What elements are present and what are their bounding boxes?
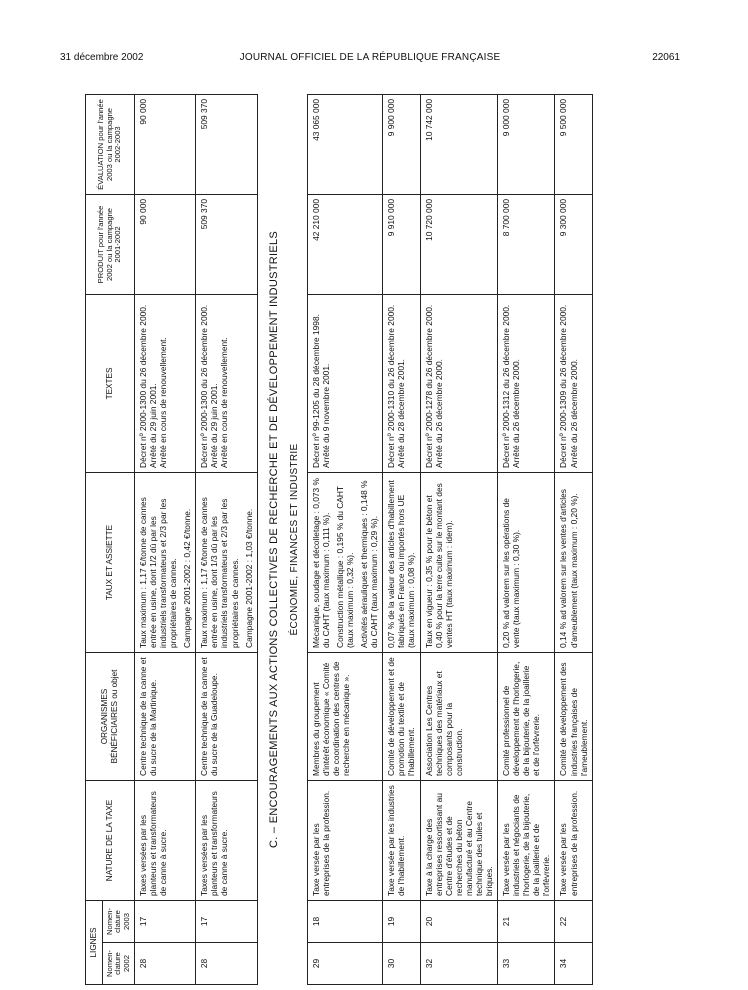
table-body-bottom xyxy=(307,94,592,984)
cell-textes xyxy=(196,294,257,472)
textes-line: Décret nº 2000-1278 du 26 décembre 2000. xyxy=(423,304,434,468)
tax-table xyxy=(85,94,593,985)
section-title: C. – ENCOURAGEMENTS AUX ACTIONS COLLECTIVES DE RECHERCHE ET DE DÉVELOPPEMENT INDUSTRIELS xyxy=(267,230,280,849)
taux-paragraph: Activités aérauliques et thermiques : 0,148 % du CAHT (taux maximum : 0,29 %). xyxy=(359,480,380,648)
taux-paragraph: 0,20 % ad valorem sur les opérations de vente (taux maximum : 0,30 %). xyxy=(501,498,522,648)
table-row xyxy=(555,94,592,984)
cell-nomenclature-2002: 28 xyxy=(134,943,195,985)
textes-line: Arrêté du 28 décembre 2001. xyxy=(396,359,407,468)
cell-nomenclature-2003: 22 xyxy=(555,900,592,942)
cell-textes xyxy=(134,294,195,472)
table-row xyxy=(420,94,498,984)
cell-organismes: Membres du groupement d'intérêt économique « Comité de coordination des centres de recherche en mécanique ». xyxy=(307,652,382,780)
cell-taux xyxy=(420,472,498,652)
header-row-1 xyxy=(86,94,103,984)
taux-paragraph: Taux en vigueur : 0,35 % pour le béton et 0,40 % pour la terre cuite sur le montant des ventes HT (taux maximum : idem). xyxy=(423,483,454,648)
cell-nomenclature-2002: 33 xyxy=(498,943,555,985)
cell-produit: 10 720 000 xyxy=(420,194,498,294)
cell-evaluation: 10 742 000 xyxy=(420,94,498,194)
taux-paragraph: Campagne 2001-2002 : 1,03 €/tonne. xyxy=(243,508,254,648)
header-page-number: 22061 xyxy=(652,52,680,63)
cell-taux xyxy=(555,472,592,652)
taux-paragraph: Mécanique, soudage et décolletage : 0,073 % du CAHT (taux maximum : 0,111 %). xyxy=(310,478,331,648)
textes-line: Arrêté du 29 juin 2001. xyxy=(147,383,158,468)
table-row xyxy=(134,94,195,984)
textes-line: Arrêté du 29 juin 2001. xyxy=(209,383,220,468)
header-journal-title: JOURNAL OFFICIEL DE LA RÉPUBLIQUE FRANÇAISE xyxy=(239,52,501,63)
cell-organismes: Centre technique de la canne et du sucre de la Guadeloupe. xyxy=(196,652,257,780)
cell-nomenclature-2003: 17 xyxy=(196,900,257,942)
section-heading-body xyxy=(257,94,307,984)
running-header xyxy=(60,52,680,68)
cell-organismes: Comité professionnel de développement de l'horlogerie, de la bijouterie, de la joaillerie et de l'orfèvrerie. xyxy=(498,652,555,780)
header-taux: TAUX ET ASSIETTE xyxy=(86,472,135,652)
header-nomenclature-2002: Nomen-clature 2002 xyxy=(102,943,134,985)
cell-nature: Taxe versée par les industriels et négociants de l'horlogerie, de la bijouterie, de la joaillerie et de l'orfèvrerie. xyxy=(498,780,555,900)
textes-line: Arrêté du 26 décembre 2000. xyxy=(433,359,444,468)
cell-taux xyxy=(383,472,420,652)
cell-nomenclature-2002: 32 xyxy=(420,943,498,985)
textes-line: Arrêté en cours de renouvellement. xyxy=(158,337,169,468)
cell-organismes: Comité de développement des industries françaises de l'ameublement. xyxy=(555,652,592,780)
cell-evaluation: 43 065 000 xyxy=(307,94,382,194)
taux-paragraph: Construction métallique : 0,195 % du CAHT (taux maximum : 0,32 %). xyxy=(335,486,356,648)
cell-nomenclature-2003: 17 xyxy=(134,900,195,942)
rotated-page-content xyxy=(85,95,675,985)
cell-nature: Taxes versées par les planteurs et transformateurs de canne à sucre. xyxy=(196,780,257,900)
textes-line: Arrêté en cours de renouvellement. xyxy=(219,337,230,468)
cell-nature: Taxe versée par les industries de l'habillement. xyxy=(383,780,420,900)
table-row xyxy=(383,94,420,984)
cell-nomenclature-2002: 29 xyxy=(307,943,382,985)
cell-produit: 9 910 000 xyxy=(383,194,420,294)
cell-taux xyxy=(196,472,257,652)
cell-nomenclature-2002: 34 xyxy=(555,943,592,985)
cell-produit: 42 210 000 xyxy=(307,194,382,294)
cell-organismes: Association Les Centres techniques des matériaux et composants pour la construction. xyxy=(420,652,498,780)
cell-nature: Taxes versées par les planteurs et transformateurs de canne à sucre. xyxy=(134,780,195,900)
cell-produit: 509 370 xyxy=(196,194,257,294)
cell-nomenclature-2003: 18 xyxy=(307,900,382,942)
textes-line: Décret nº 2000-1309 du 26 décembre 2000. xyxy=(558,304,569,468)
textes-line: Arrêté du 9 novembre 2001. xyxy=(320,363,331,468)
taux-paragraph: 0,07 % de la valeur des articles d'habillement fabriqués en France ou importés hors UE (taux maximum : 0,08 %). xyxy=(386,480,417,648)
textes-line: Décret nº 2000-1310 du 26 décembre 2000. xyxy=(386,304,397,468)
cell-produit: 90 000 xyxy=(134,194,195,294)
textes-line: Arrêté du 26 décembre 2000. xyxy=(568,359,579,468)
header-nature: NATURE DE LA TAXE xyxy=(86,780,135,900)
cell-nature: Taxe à la charge des entreprises ressortissant au Centre d'études et de recherches du béton manufacturé et au Centre technique des tuiles et briques. xyxy=(420,780,498,900)
taux-paragraph: Taux maximum : 1,17 €/tonne de cannes entrée en usine, dont 1/2 dû par les industriels transformateurs et 2/3 par les propriétaires de cannes. xyxy=(137,497,179,648)
table-row xyxy=(498,94,555,984)
table-row xyxy=(307,94,382,984)
cell-textes xyxy=(420,294,498,472)
cell-taux xyxy=(134,472,195,652)
cell-produit: 8 700 000 xyxy=(498,194,555,294)
cell-organismes: Comité de développement et de promotion du textile et de l'habillement. xyxy=(383,652,420,780)
cell-taux xyxy=(307,472,382,652)
cell-textes xyxy=(383,294,420,472)
taux-paragraph: Campagne 2001-2002 : 0,42 €/tonne. xyxy=(182,508,193,648)
cell-produit: 9 300 000 xyxy=(555,194,592,294)
taux-paragraph: Taux maximum : 1,17 €/tonne de cannes entrée en usine, dont 1/3 dû par les industriels transformateurs et 2/3 par les propriétaires de cannes. xyxy=(199,497,240,648)
cell-nature: Taxe versée par les entreprises de la profession. xyxy=(307,780,382,900)
header-evaluation: ÉVALUATION pour l'année 2003 ou la campagne 2002-2003 xyxy=(86,94,135,194)
header-nomenclature-2003: Nomen-clature 2003 xyxy=(102,900,134,942)
cell-nomenclature-2002: 30 xyxy=(383,943,420,985)
cell-nomenclature-2003: 21 xyxy=(498,900,555,942)
textes-line: Décret nº 2000-1300 du 26 décembre 2000. xyxy=(137,304,148,468)
table-body-top xyxy=(134,94,257,984)
cell-nature: Taxe versée par les entreprises de la profession. xyxy=(555,780,592,900)
header-organismes: ORGANISMES BÉNÉFICIAIRES ou objet xyxy=(86,652,135,780)
header-date: 31 décembre 2002 xyxy=(60,52,144,63)
textes-line: Décret nº 2000-1312 du 26 décembre 2000. xyxy=(501,304,512,468)
header-lignes: LIGNES xyxy=(86,900,103,984)
cell-textes xyxy=(498,294,555,472)
textes-line: Décret nº 99-1205 du 28 décembre 1998. xyxy=(310,314,321,468)
textes-line: Arrêté du 26 décembre 2000. xyxy=(511,359,522,468)
taux-paragraph: 0,14 % ad valorem sur les ventes d'articles d'ameublement (taux maximum : 0,20 %). xyxy=(558,489,579,648)
cell-evaluation: 9 900 000 xyxy=(383,94,420,194)
cell-evaluation: 509 370 xyxy=(196,94,257,194)
cell-textes xyxy=(555,294,592,472)
cell-nomenclature-2003: 19 xyxy=(383,900,420,942)
section-heading-cell xyxy=(257,94,307,984)
header-produit: PRODUIT pour l'année 2002 ou la campagne 2001-2002 xyxy=(86,194,135,294)
cell-taux xyxy=(498,472,555,652)
cell-nomenclature-2003: 20 xyxy=(420,900,498,942)
cell-nomenclature-2002: 28 xyxy=(196,943,257,985)
section-subtitle: ÉCONOMIE, FINANCES ET INDUSTRIE xyxy=(288,443,300,636)
textes-line: Décret nº 2000-1300 du 26 décembre 2000. xyxy=(199,304,210,468)
section-heading-row xyxy=(257,94,307,984)
cell-evaluation: 9 000 000 xyxy=(498,94,555,194)
cell-evaluation: 9 500 000 xyxy=(555,94,592,194)
cell-organismes: Centre technique de la canne et du sucre de la Martinique. xyxy=(134,652,195,780)
table-row xyxy=(196,94,257,984)
cell-textes xyxy=(307,294,382,472)
cell-evaluation: 90 000 xyxy=(134,94,195,194)
header-textes: TEXTES xyxy=(86,294,135,472)
